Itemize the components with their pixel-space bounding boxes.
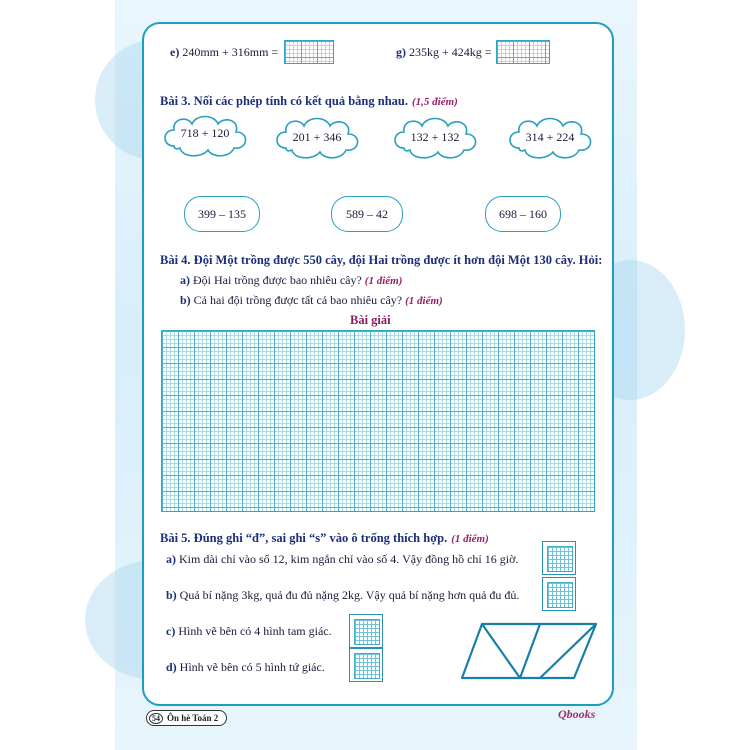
footer-tab [146,710,227,726]
cloud-expression[interactable] [390,114,480,160]
result-pill[interactable] [331,196,403,232]
item-label: b) [166,588,177,602]
statement-c [166,624,332,639]
statement-text: Kim dài chỉ vào số 12, kim ngắn chỉ vào số 4. Vậy đồng hồ chỉ 16 giờ. [179,552,519,566]
box-grid [547,546,573,572]
solution-heading: Bài giải [350,313,391,327]
item-label: b) [180,293,191,307]
cloud-text: 201 + 346 [292,130,342,144]
item-label: d) [166,660,177,674]
result-text: 589 – 42 [346,206,388,221]
points-label: (1 điểm) [405,295,443,307]
question-b [180,293,443,308]
result-text: 698 – 160 [499,206,547,221]
vertical-divider [520,624,540,678]
cloud-expression[interactable] [505,114,595,160]
exercise-2g [396,45,492,60]
statement-text: Hình vẽ bên có 4 hình tam giác. [178,624,332,638]
answer-box[interactable] [542,577,576,611]
answer-grid[interactable] [496,40,550,64]
exercise-heading: Bài 3. Nối các phép tính có kết quả bằng nhau. [160,94,408,108]
answer-box[interactable] [349,614,383,648]
exercise-3-title [160,92,458,110]
points-label: (1 điểm) [451,533,489,545]
expression: 235kg + 424kg = [409,45,492,59]
result-text: 399 – 135 [198,206,246,221]
statement-d [166,660,325,675]
item-label: e) [170,45,180,59]
cloud-expression[interactable] [160,112,250,158]
exercise-2e [170,45,278,60]
question-text: Cả hai đội trồng được tất cả bao nhiêu cây? [193,293,403,307]
item-label: g) [396,45,406,59]
statement-a [166,552,518,567]
cloud-text: 718 + 120 [180,126,230,140]
box-grid [547,582,573,608]
statement-text: Hình vẽ bên có 5 hình tứ giác. [179,660,325,674]
solution-grid[interactable] [161,330,595,512]
cloud-text: 132 + 132 [410,130,460,144]
result-pill[interactable] [485,196,561,232]
box-grid [354,619,380,645]
item-label: a) [180,273,190,287]
exercise-5-title [160,529,489,547]
right-diagonal [540,624,596,678]
statement-b [166,588,519,603]
item-label: a) [166,552,176,566]
question-a [180,273,402,288]
answer-grid[interactable] [284,40,334,64]
exercise-heading: Bài 4. Đội Một trồng được 550 cây, đội Hai trồng được ít hơn đội Một 130 cây. Hỏi: [160,253,603,267]
book-title: Ôn hè Toán 2 [167,713,219,723]
points-label: (1 điểm) [364,275,403,287]
publisher-logo: Qbooks [558,707,596,721]
cloud-expression[interactable] [272,114,362,160]
box-grid [354,653,380,679]
points-label: (1,5 điểm) [411,96,458,108]
answer-box[interactable] [349,648,383,682]
geometry-figure [460,620,598,682]
question-text: Đội Hai trồng được bao nhiêu cây? [193,273,362,287]
expression: 240mm + 316mm = [182,45,279,59]
answer-box[interactable] [542,541,576,575]
left-diagonal [482,624,520,678]
statement-text: Quả bí nặng 3kg, quả đu đủ nặng 2kg. Vậy quả bí nặng hơn quả đu đủ. [179,588,520,602]
cloud-text: 314 + 224 [525,130,575,144]
exercise-heading: Bài 5. Đúng ghi “đ”, sai ghi “s” vào ô trống thích hợp. [160,531,448,545]
item-label: c) [166,624,176,638]
page-number: 54 [149,713,163,724]
result-pill[interactable] [184,196,260,232]
